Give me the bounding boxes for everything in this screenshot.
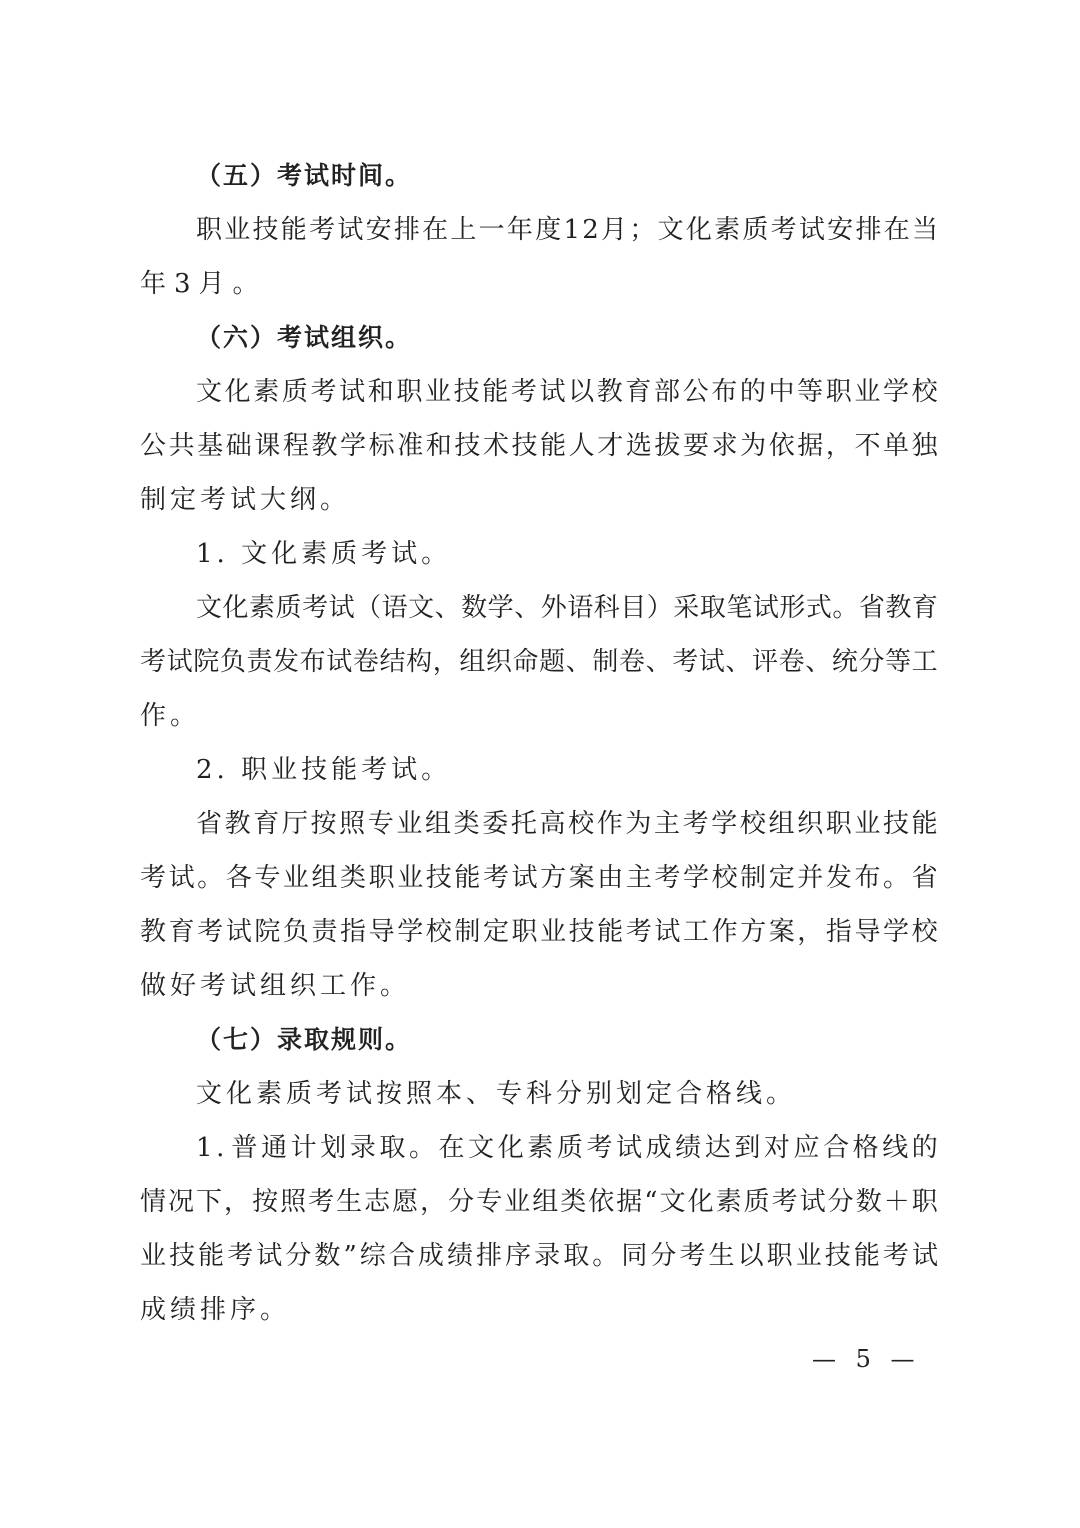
paragraph-line: 情 况 下 ， 按 照 考 生 志 愿 ， 分 专 业 组 类 依 据 “ 文 化 素 质 考 试 分 数 ＋ 职 xyxy=(140,1187,938,1217)
paragraph-line: 制定考试大纲。 xyxy=(140,485,351,515)
page-number: — 5 — xyxy=(812,1345,921,1373)
subsection-heading-skills-exam: 2. 职业技能考试。 xyxy=(196,755,452,785)
paragraph-line: 教 育 考 试 院 负 责 指 导 学 校 制 定 职 业 技 能 考 试 工 作 方 案 ， 指 导 学 校 xyxy=(140,917,938,947)
paragraph-line: 考 试 。 各 专 业 组 类 职 业 技 能 考 试 方 案 由 主 考 学 校 制 定 并 发 布 。 省 xyxy=(140,863,938,893)
subsection-heading-cultural-exam: 1. 文化素质考试。 xyxy=(196,539,452,569)
paragraph-line: 文化素质考试按照本、专科分别划定合格线。 xyxy=(196,1079,797,1109)
paragraph-line: 成绩排序。 xyxy=(140,1295,291,1325)
paragraph-line: 文 化 素 质 考 试 （ 语 文 、 数 学 、 外 语 科 目 ） 采 取 笔 试 形 式 。 省 教 育 xyxy=(196,593,938,623)
paragraph-line: 作。 xyxy=(140,701,201,731)
paragraph-line: 公 共 基 础 课 程 教 学 标 准 和 技 术 技 能 人 才 选 拔 要 求 为 依 据 ， 不 单 独 xyxy=(140,431,938,461)
paragraph-line: 考 试 院 负 责 发 布 试 卷 结 构 ， 组 织 命 题 、 制 卷 、 考 试 、 评 卷 、 统 分 等 工 xyxy=(140,647,938,677)
paragraph-line: 文 化 素 质 考 试 和 职 业 技 能 考 试 以 教 育 部 公 布 的 中 等 职 业 学 校 xyxy=(196,377,938,407)
paragraph-line: 1 . 普 通 计 划 录 取 。 在 文 化 素 质 考 试 成 绩 达 到 对 应 合 格 线 的 xyxy=(196,1133,938,1163)
section-heading-exam-organization: （六）考试组织。 xyxy=(196,323,413,352)
section-heading-admission-rules: （七）录取规则。 xyxy=(196,1025,413,1054)
paragraph-line: 年3月。 xyxy=(140,269,267,299)
paragraph-line: 职 业 技 能 考 试 安 排 在 上 一 年 度 1 2 月 ； 文 化 素 质 考 试 安 排 在 当 xyxy=(196,215,938,245)
section-heading-exam-time: （五）考试时间。 xyxy=(196,161,413,190)
paragraph-line: 业 技 能 考 试 分 数 ” 综 合 成 绩 排 序 录 取 。 同 分 考 生 以 职 业 技 能 考 试 xyxy=(140,1241,938,1271)
paragraph-line: 做好考试组织工作。 xyxy=(140,971,411,1001)
paragraph-line: 省 教 育 厅 按 照 专 业 组 类 委 托 高 校 作 为 主 考 学 校 组 织 职 业 技 能 xyxy=(196,809,938,839)
